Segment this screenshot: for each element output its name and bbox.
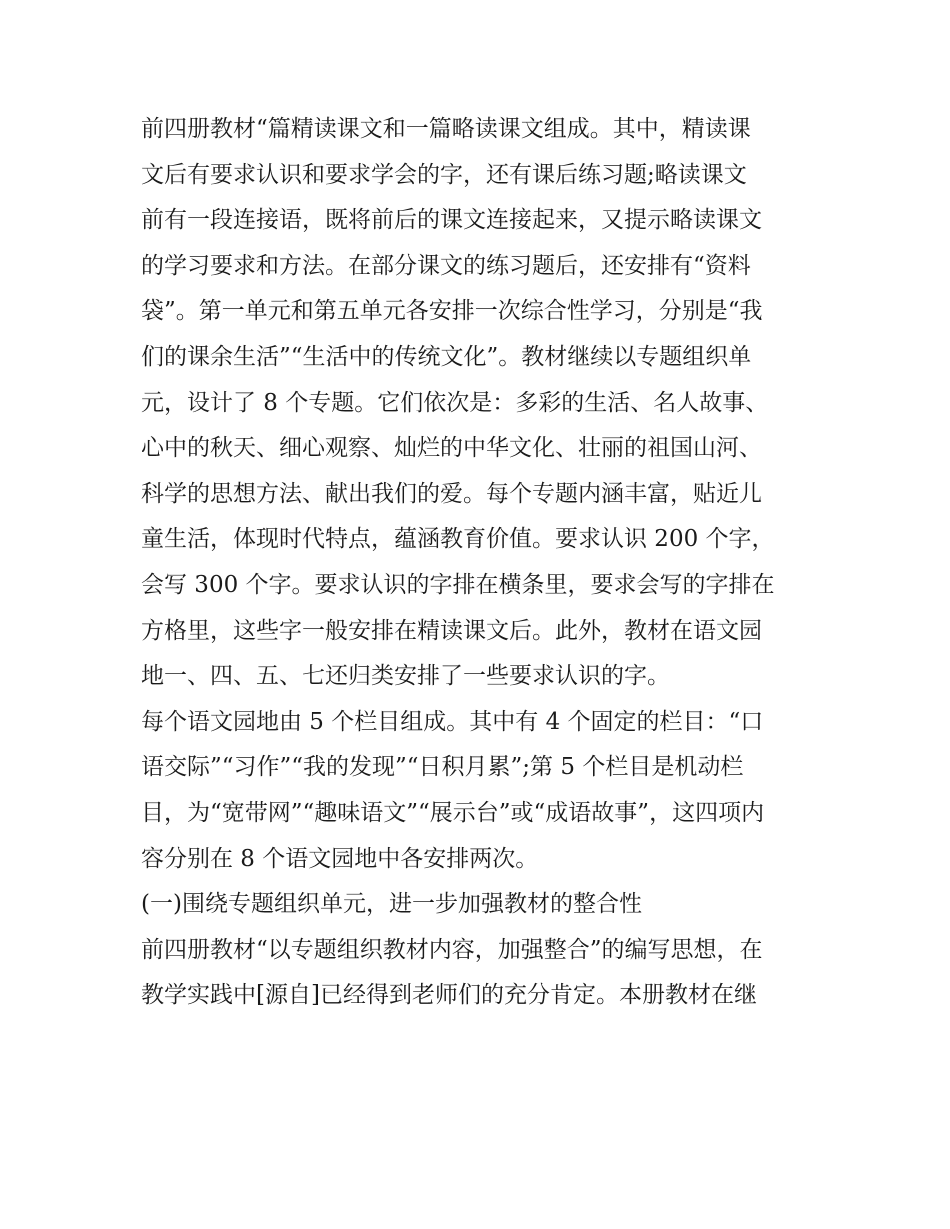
text-line: 袋”。第一单元和第五单元各安排一次综合性学习，分别是“我: [141, 298, 763, 325]
text-line: 文后有要求认识和要求学会的字，还有课后练习题;略读课文: [141, 161, 747, 188]
text-line: 前有一段连接语，既将前后的课文连接起来，又提示略读课文: [141, 207, 762, 234]
text-line: 教学实践中[源自]已经得到老师们的充分肯定。本册教材在继: [141, 982, 757, 1009]
text-line: 每个语文园地由 5 个栏目组成。其中有 4 个固定的栏目：“口: [141, 708, 764, 735]
text-line: 目，为“宽带网”“趣味语文”“展示台”或“成语故事”，这四项内: [141, 799, 765, 826]
text-line: 容分别在 8 个语文园地中各安排两次。: [141, 845, 539, 872]
text-line: 会写 300 个字。要求认识的字排在横条里，要求会写的字排在: [141, 571, 775, 598]
text-line: 方格里，这些字一般安排在精读课文后。此外，教材在语文园: [141, 617, 762, 644]
text-line: 科学的思想方法、献出我们的爱。每个专题内涵丰富，贴近儿: [141, 480, 762, 507]
text-line: 语交际”“习作”“我的发现”“日积月累”;第 5 个栏目是机动栏: [141, 754, 744, 781]
text-line: 地一、四、五、七还归类安排了一些要求认识的字。: [141, 663, 670, 690]
text-line: 前四册教材“篇精读课文和一篇略读课文组成。其中，精读课: [141, 116, 751, 142]
section-heading: (一)围绕专题组织单元，进一步加强教材的整合性: [141, 891, 642, 918]
text-line: 童生活，体现时代特点，蕴涵教育价值。要求认识 200 个字，: [141, 526, 775, 553]
text-line: 的学习要求和方法。在部分课文的练习题后，还安排有“资料: [141, 252, 751, 279]
text-line: 前四册教材“以专题组织教材内容，加强整合”的编写思想，在: [141, 936, 763, 963]
text-line: 们的课余生活”“生活中的传统文化”。教材继续以专题组织单: [141, 343, 752, 370]
text-line: 心中的秋天、细心观察、灿烂的中华文化、壮丽的祖国山河、: [141, 435, 762, 462]
document-body: [141, 107, 813, 1019]
text-line: 元，设计了 8 个专题。它们依次是：多彩的生活、名人故事、: [141, 389, 769, 416]
